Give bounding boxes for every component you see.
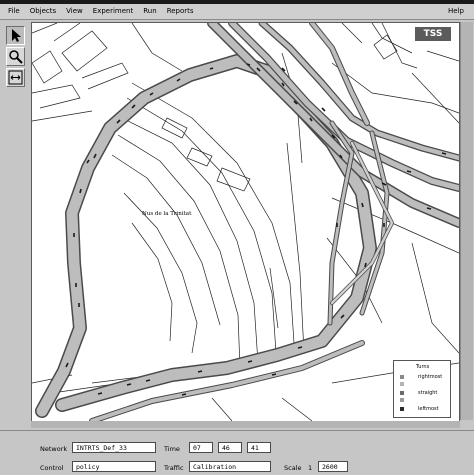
- zoom-icon: [7, 48, 24, 65]
- legend-row: [400, 390, 437, 396]
- legend-label: rightmost: [418, 374, 443, 380]
- vertical-scrollbar[interactable]: [460, 22, 473, 420]
- traffic-label: Traffic: [164, 464, 184, 472]
- menu-reports[interactable]: Reports: [166, 7, 194, 15]
- time-seconds-field[interactable]: 41: [247, 442, 271, 453]
- zoom-tool-button[interactable]: [6, 47, 25, 66]
- menu-file[interactable]: File: [8, 7, 20, 15]
- time-label: Time: [164, 445, 180, 453]
- traffic-field[interactable]: Calibration: [189, 461, 271, 472]
- menu-bar: [0, 4, 474, 20]
- scale-field[interactable]: 2600: [318, 461, 348, 472]
- simulation-status-panel: [0, 430, 474, 475]
- legend-row: [400, 382, 418, 386]
- scale-ratio-label: 1: [308, 464, 313, 472]
- legend-label: straight: [418, 390, 438, 396]
- legend-label: leftmost: [418, 406, 439, 412]
- place-label: Nus de la Trinitat: [142, 211, 192, 217]
- legend-swatch: [400, 407, 404, 411]
- legend-swatch: [400, 391, 404, 395]
- tss-logo: TSS: [415, 27, 451, 41]
- horizontal-scrollbar[interactable]: [31, 421, 460, 428]
- control-label: Control: [40, 464, 64, 472]
- legend-swatch: [400, 398, 404, 402]
- fit-icon: [7, 69, 24, 86]
- legend-row: [400, 398, 418, 402]
- network-field[interactable]: INTRTS_Def_33: [72, 442, 156, 453]
- time-hours-field[interactable]: 07: [189, 442, 213, 453]
- scale-label: Scale: [284, 464, 302, 472]
- legend-title: Turns: [416, 364, 430, 370]
- network-label: Network: [40, 445, 68, 453]
- legend-row: [400, 406, 439, 412]
- time-minutes-field[interactable]: 46: [218, 442, 242, 453]
- legend-swatch: [400, 375, 404, 379]
- turns-legend: [393, 360, 451, 418]
- menu-run[interactable]: Run: [143, 7, 157, 15]
- fit-tool-button[interactable]: [6, 68, 25, 87]
- tool-palette: [6, 26, 26, 89]
- menu-experiment[interactable]: Experiment: [92, 7, 134, 15]
- menu-view[interactable]: View: [66, 7, 83, 15]
- network-map-view[interactable]: [31, 22, 460, 422]
- pointer-tool-button[interactable]: [6, 26, 25, 45]
- legend-row: [400, 374, 442, 380]
- menu-objects[interactable]: Objects: [29, 7, 57, 15]
- menu-help[interactable]: Help: [448, 7, 464, 15]
- control-field[interactable]: policy: [72, 461, 156, 472]
- pointer-icon: [7, 27, 24, 44]
- legend-swatch: [400, 382, 404, 386]
